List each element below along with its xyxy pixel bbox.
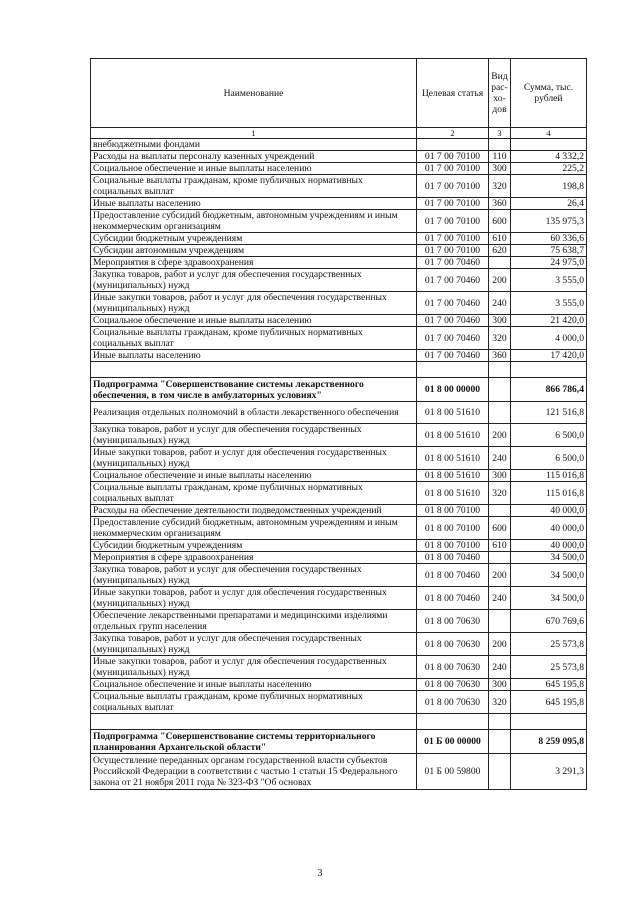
table-row	[91, 691, 587, 714]
empty-cell	[91, 362, 417, 378]
expense-type-cell: 320	[489, 482, 511, 505]
amount-cell: 4 332,2	[511, 151, 587, 163]
table-row	[91, 257, 587, 269]
amount-cell: 8 259 095,8	[511, 730, 587, 754]
item-name-cell: Подпрограмма "Совершенствование системы лекарственного обеспечения, в том числе в амбулаторных условиях"	[91, 378, 417, 402]
column-number-row	[91, 128, 587, 139]
target-article-cell: 01 7 00 70460	[417, 327, 489, 350]
item-name-cell: Расходы на обеспечение деятельности подведомственных учреждений	[91, 505, 417, 517]
target-article-cell: 01 7 00 70100	[417, 151, 489, 163]
column-number-2: 2	[417, 128, 489, 139]
target-article-cell: 01 8 00 51610	[417, 424, 489, 447]
target-article-cell: 01 7 00 70460	[417, 257, 489, 269]
item-name-cell: внебюджетными фондами	[91, 139, 417, 151]
item-name-cell: Осуществление переданных органам государственной власти субъектов Российской Федерации в соответствии с частью 1 статьи 15 Федерального закона от 21 ноября 2011 года № 323-ФЗ "Об основах	[91, 754, 417, 790]
amount-cell: 6 500,0	[511, 424, 587, 447]
target-article-cell: 01 7 00 70100	[417, 210, 489, 233]
item-name-cell: Социальное обеспечение и иные выплаты населению	[91, 315, 417, 327]
target-article-cell: 01 7 00 70460	[417, 350, 489, 362]
target-article-cell: 01 8 00 70100	[417, 517, 489, 540]
table-row	[91, 327, 587, 350]
table-row	[91, 587, 587, 610]
table-row	[91, 564, 587, 587]
item-name-cell: Социальные выплаты гражданам, кроме публичных нормативных социальных выплат	[91, 175, 417, 198]
expense-type-cell	[489, 505, 511, 517]
expense-type-cell: 200	[489, 633, 511, 656]
target-article-cell: 01 8 00 51610	[417, 447, 489, 470]
amount-cell: 225,2	[511, 163, 587, 175]
table-row	[91, 656, 587, 679]
target-article-cell: 01 7 00 70100	[417, 245, 489, 257]
table-row	[91, 269, 587, 292]
item-name-cell: Социальное обеспечение и иные выплаты населению	[91, 163, 417, 175]
amount-cell: 17 420,0	[511, 350, 587, 362]
table-row	[91, 505, 587, 517]
item-name-cell: Социальные выплаты гражданам, кроме публичных нормативных социальных выплат	[91, 482, 417, 505]
item-name-cell: Реализация отдельных полномочий в области лекарственного обеспечения	[91, 402, 417, 424]
expense-type-cell	[489, 552, 511, 564]
amount-cell: 40 000,0	[511, 517, 587, 540]
item-name-cell: Предоставление субсидий бюджетным, автономным учреждениям и иным некоммерческим организациям	[91, 210, 417, 233]
amount-cell: 34 500,0	[511, 564, 587, 587]
item-name-cell: Мероприятия в сфере здравоохранения	[91, 552, 417, 564]
target-article-cell: 01 8 00 70630	[417, 633, 489, 656]
table-row	[91, 482, 587, 505]
table-row	[91, 424, 587, 447]
expense-type-cell: 300	[489, 315, 511, 327]
column-number-1: 1	[91, 128, 417, 139]
table-row	[91, 447, 587, 470]
table-row	[91, 754, 587, 790]
expense-type-cell: 240	[489, 292, 511, 315]
item-name-cell: Иные выплаты населению	[91, 350, 417, 362]
target-article-cell	[417, 139, 489, 151]
expense-type-cell: 240	[489, 656, 511, 679]
expense-type-cell	[489, 139, 511, 151]
target-article-cell: 01 8 00 70100	[417, 505, 489, 517]
target-article-cell: 01 8 00 70630	[417, 679, 489, 691]
table-row	[91, 163, 587, 175]
table-row	[91, 315, 587, 327]
table-row	[91, 198, 587, 210]
table-row	[91, 350, 587, 362]
expense-type-cell: 600	[489, 210, 511, 233]
expense-type-cell	[489, 257, 511, 269]
item-name-cell: Расходы на выплаты персоналу казенных учреждений	[91, 151, 417, 163]
amount-cell: 670 769,6	[511, 610, 587, 633]
expense-type-cell: 360	[489, 350, 511, 362]
empty-cell	[489, 362, 511, 378]
item-name-cell: Иные закупки товаров, работ и услуг для обеспечения государственных (муниципальных) нужд	[91, 292, 417, 315]
table-row	[91, 233, 587, 245]
amount-cell: 3 555,0	[511, 292, 587, 315]
amount-cell: 115 016,8	[511, 470, 587, 482]
item-name-cell: Закупка товаров, работ и услуг для обеспечения государственных (муниципальных) нужд	[91, 633, 417, 656]
target-article-cell: 01 7 00 70460	[417, 315, 489, 327]
item-name-cell: Иные закупки товаров, работ и услуг для обеспечения государственных (муниципальных) нужд	[91, 587, 417, 610]
amount-cell: 4 000,0	[511, 327, 587, 350]
item-name-cell: Закупка товаров, работ и услуг для обеспечения государственных (муниципальных) нужд	[91, 424, 417, 447]
table-row	[91, 610, 587, 633]
amount-cell: 115 016,8	[511, 482, 587, 505]
amount-cell: 6 500,0	[511, 447, 587, 470]
table-row	[91, 175, 587, 198]
table-row	[91, 679, 587, 691]
expense-type-cell: 360	[489, 198, 511, 210]
expense-type-cell: 300	[489, 470, 511, 482]
target-article-cell: 01 8 00 70630	[417, 691, 489, 714]
item-name-cell: Закупка товаров, работ и услуг для обеспечения государственных (муниципальных) нужд	[91, 564, 417, 587]
expense-type-cell	[489, 610, 511, 633]
target-article-cell: 01 8 00 70460	[417, 564, 489, 587]
spacer-row	[91, 714, 587, 730]
expense-type-cell: 620	[489, 245, 511, 257]
target-article-cell: 01 8 00 70100	[417, 540, 489, 552]
expense-type-cell	[489, 378, 511, 402]
expense-type-cell: 300	[489, 163, 511, 175]
amount-cell: 135 975,3	[511, 210, 587, 233]
header-amount: Сумма, тыс. рублей	[511, 59, 587, 128]
table-row	[91, 151, 587, 163]
table-body	[91, 139, 587, 790]
item-name-cell: Предоставление субсидий бюджетным, автономным учреждениям и иным некоммерческим организациям	[91, 517, 417, 540]
item-name-cell: Мероприятия в сфере здравоохранения	[91, 257, 417, 269]
table-row	[91, 402, 587, 424]
table-row	[91, 139, 587, 151]
expense-type-cell: 610	[489, 233, 511, 245]
target-article-cell: 01 8 00 70630	[417, 610, 489, 633]
item-name-cell: Социальное обеспечение и иные выплаты населению	[91, 679, 417, 691]
table-row	[91, 210, 587, 233]
amount-cell: 40 000,0	[511, 505, 587, 517]
amount-cell: 25 573,8	[511, 633, 587, 656]
item-name-cell: Субсидии автономным учреждениям	[91, 245, 417, 257]
amount-cell: 24 975,0	[511, 257, 587, 269]
subprogram-row	[91, 730, 587, 754]
table-header-row	[91, 59, 587, 128]
amount-cell: 75 638,7	[511, 245, 587, 257]
target-article-cell: 01 7 00 70100	[417, 233, 489, 245]
target-article-cell: 01 7 00 70100	[417, 198, 489, 210]
expense-type-cell: 300	[489, 679, 511, 691]
amount-cell	[511, 139, 587, 151]
header-expense-type: Вид рас-хо-дов	[489, 59, 511, 128]
target-article-cell: 01 Б 00 59800	[417, 754, 489, 790]
item-name-cell: Закупка товаров, работ и услуг для обеспечения государственных (муниципальных) нужд	[91, 269, 417, 292]
empty-cell	[417, 714, 489, 730]
empty-cell	[489, 714, 511, 730]
target-article-cell: 01 7 00 70460	[417, 269, 489, 292]
item-name-cell: Иные закупки товаров, работ и услуг для обеспечения государственных (муниципальных) нужд	[91, 656, 417, 679]
expense-type-cell: 600	[489, 517, 511, 540]
page-number: 3	[317, 868, 323, 879]
target-article-cell: 01 8 00 51610	[417, 482, 489, 505]
item-name-cell: Социальное обеспечение и иные выплаты населению	[91, 470, 417, 482]
table-row	[91, 292, 587, 315]
table-row	[91, 517, 587, 540]
expense-type-cell: 200	[489, 269, 511, 292]
item-name-cell: Иные закупки товаров, работ и услуг для обеспечения государственных (муниципальных) нужд	[91, 447, 417, 470]
target-article-cell: 01 7 00 70100	[417, 163, 489, 175]
expense-type-cell: 200	[489, 564, 511, 587]
table-row	[91, 245, 587, 257]
budget-table	[90, 58, 587, 790]
amount-cell: 198,8	[511, 175, 587, 198]
budget-table-page	[90, 58, 586, 790]
expense-type-cell: 320	[489, 327, 511, 350]
target-article-cell: 01 7 00 70460	[417, 292, 489, 315]
expense-type-cell: 320	[489, 691, 511, 714]
item-name-cell: Иные выплаты населению	[91, 198, 417, 210]
subprogram-row	[91, 378, 587, 402]
target-article-cell: 01 8 00 00000	[417, 378, 489, 402]
table-row	[91, 540, 587, 552]
table-row	[91, 470, 587, 482]
empty-cell	[511, 714, 587, 730]
amount-cell: 40 000,0	[511, 540, 587, 552]
expense-type-cell	[489, 402, 511, 424]
empty-cell	[91, 714, 417, 730]
expense-type-cell	[489, 754, 511, 790]
target-article-cell: 01 8 00 70460	[417, 552, 489, 564]
spacer-row	[91, 362, 587, 378]
amount-cell: 645 195,8	[511, 691, 587, 714]
amount-cell: 121 516,8	[511, 402, 587, 424]
target-article-cell: 01 8 00 70630	[417, 656, 489, 679]
amount-cell: 21 420,0	[511, 315, 587, 327]
item-name-cell: Социальные выплаты гражданам, кроме публичных нормативных социальных выплат	[91, 327, 417, 350]
target-article-cell: 01 8 00 51610	[417, 470, 489, 482]
amount-cell: 866 786,4	[511, 378, 587, 402]
target-article-cell: 01 8 00 70460	[417, 587, 489, 610]
amount-cell: 60 336,6	[511, 233, 587, 245]
expense-type-cell: 200	[489, 424, 511, 447]
amount-cell: 34 500,0	[511, 552, 587, 564]
expense-type-cell	[489, 730, 511, 754]
item-name-cell: Субсидии бюджетным учреждениям	[91, 233, 417, 245]
amount-cell: 645 195,8	[511, 679, 587, 691]
table-row	[91, 552, 587, 564]
table-row	[91, 633, 587, 656]
header-target-article: Целевая статья	[417, 59, 489, 128]
expense-type-cell: 240	[489, 447, 511, 470]
empty-cell	[417, 362, 489, 378]
target-article-cell: 01 8 00 51610	[417, 402, 489, 424]
amount-cell: 3 555,0	[511, 269, 587, 292]
amount-cell: 26,4	[511, 198, 587, 210]
empty-cell	[511, 362, 587, 378]
column-number-3: 3	[489, 128, 511, 139]
expense-type-cell: 110	[489, 151, 511, 163]
target-article-cell: 01 Б 00 00000	[417, 730, 489, 754]
header-name: Наименование	[91, 59, 417, 128]
item-name-cell: Обеспечение лекарственными препаратами и медицинскими изделиями отдельных групп населения	[91, 610, 417, 633]
expense-type-cell: 610	[489, 540, 511, 552]
item-name-cell: Подпрограмма "Совершенствование системы территориального планирования Архангельской области"	[91, 730, 417, 754]
column-number-4: 4	[511, 128, 587, 139]
expense-type-cell: 240	[489, 587, 511, 610]
amount-cell: 34 500,0	[511, 587, 587, 610]
amount-cell: 3 291,3	[511, 754, 587, 790]
target-article-cell: 01 7 00 70100	[417, 175, 489, 198]
item-name-cell: Субсидии бюджетным учреждениям	[91, 540, 417, 552]
item-name-cell: Социальные выплаты гражданам, кроме публичных нормативных социальных выплат	[91, 691, 417, 714]
amount-cell: 25 573,8	[511, 656, 587, 679]
expense-type-cell: 320	[489, 175, 511, 198]
